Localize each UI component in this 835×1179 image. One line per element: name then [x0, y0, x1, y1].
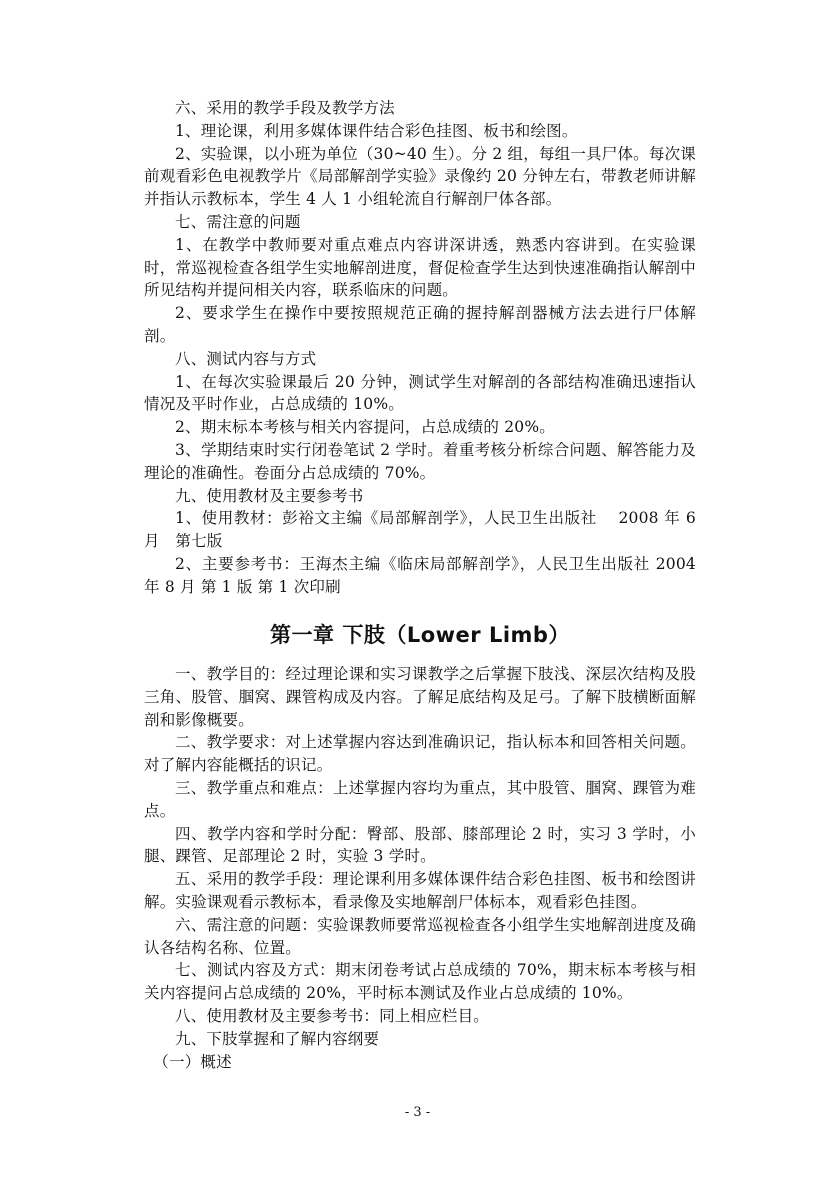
paragraph: 二、教学要求：对上述掌握内容达到准确识记，指认标本和回答相关问题。对了解内容能概括的识记。: [144, 733, 696, 775]
paragraph: 三、教学重点和难点：上述掌握内容均为重点，其中股管、腘窝、踝管为难点。: [144, 778, 696, 820]
paragraph: 1、理论课，利用多媒体课件结合彩色挂图、板书和绘图。: [175, 121, 578, 140]
paragraph: 1、使用教材：彭裕文主编《局部解剖学》，人民卫生出版社 2008 年 6 月 第七版: [144, 509, 696, 551]
heading-notes: 七、需注意的问题: [175, 212, 301, 231]
subheading-overview: （一）概述: [153, 1052, 232, 1071]
paragraph: 八、使用教材及主要参考书：同上相应栏目。: [175, 1006, 490, 1025]
page-number: - 3 -: [404, 1105, 431, 1120]
paragraph: 一、教学目的：经过理论课和实习课教学之后掌握下肢浅、深层次结构及股三角、股管、腘窝、踝管构成及内容。了解足底结构及足弓。了解下肢横断面解剖和影像概要。: [144, 665, 696, 729]
section-top: [144, 97, 696, 599]
paragraph: 五、采用的教学手段：理论课利用多媒体课件结合彩色挂图、板书和绘图讲解。实验课观看示教标本，看录像及实地解剖尸体标本，观看彩色挂图。: [144, 870, 696, 911]
paragraph: 2、期末标本考核与相关内容提问，占总成绩的 20%。: [175, 418, 555, 437]
heading-testing: 八、测试内容与方式: [175, 349, 317, 368]
paragraph: 3、学期结束时实行闭卷笔试 2 学时。着重考核分析综合问题、解答能力及理论的准确性。卷面分占总成绩的 70%。: [144, 440, 696, 482]
paragraph: 七、测试内容及方式：期末闭卷考试占总成绩的 70%，期末标本考核与相关内容提问占总成绩的 20%，平时标本测试及作业占总成绩的 10%。: [144, 961, 696, 1003]
paragraph: 2、实验课，以小班为单位（30~40 生）。分 2 组，每组一具尸体。每次课前观看彩色电视教学片《局部解剖学实验》录像约 20 分钟左右，带教老师讲解并指认示教标本，学生 4 人 1 小组轮流自行解剖尸体各部。: [144, 144, 696, 209]
paragraph: 1、在每次实验课最后 20 分钟，测试学生对解剖的各部结构准确迅速指认情况及平时作业，占总成绩的 10%。: [144, 372, 696, 414]
chapter-title: 第一章 下肢（Lower Limb）: [270, 623, 570, 647]
heading-teaching-methods: 六、采用的教学手段及教学方法: [175, 99, 395, 117]
paragraph: 六、需注意的问题：实验课教师要常巡视检查各小组学生实地解剖进度及确认各结构名称、位置。: [144, 915, 696, 957]
paragraph: 2、要求学生在操作中要按照规范正确的握持解剖器械方法去进行尸体解剖。: [144, 304, 696, 345]
paragraph: 九、下肢掌握和了解内容纲要: [175, 1029, 380, 1048]
heading-textbooks: 九、使用教材及主要参考书: [175, 486, 364, 505]
paragraph: 2、主要参考书：王海杰主编《临床局部解剖学》，人民卫生出版社 2004 年 8 月 第 1 版 第 1 次印刷: [144, 554, 696, 596]
paragraph: 1、在教学中教师要对重点难点内容讲深讲透，熟悉内容讲到。在实验课时，常巡视检查各组学生实地解剖进度，督促检查学生达到快速准确指认解剖中所见结构并提问相关内容，联系临床的问题。: [144, 235, 696, 300]
chapter-body: [144, 663, 696, 1073]
paragraph: 四、教学内容和学时分配：臀部、股部、膝部理论 2 时，实习 3 学时，小腿、踝管、足部理论 2 时，实验 3 学时。: [144, 824, 696, 866]
